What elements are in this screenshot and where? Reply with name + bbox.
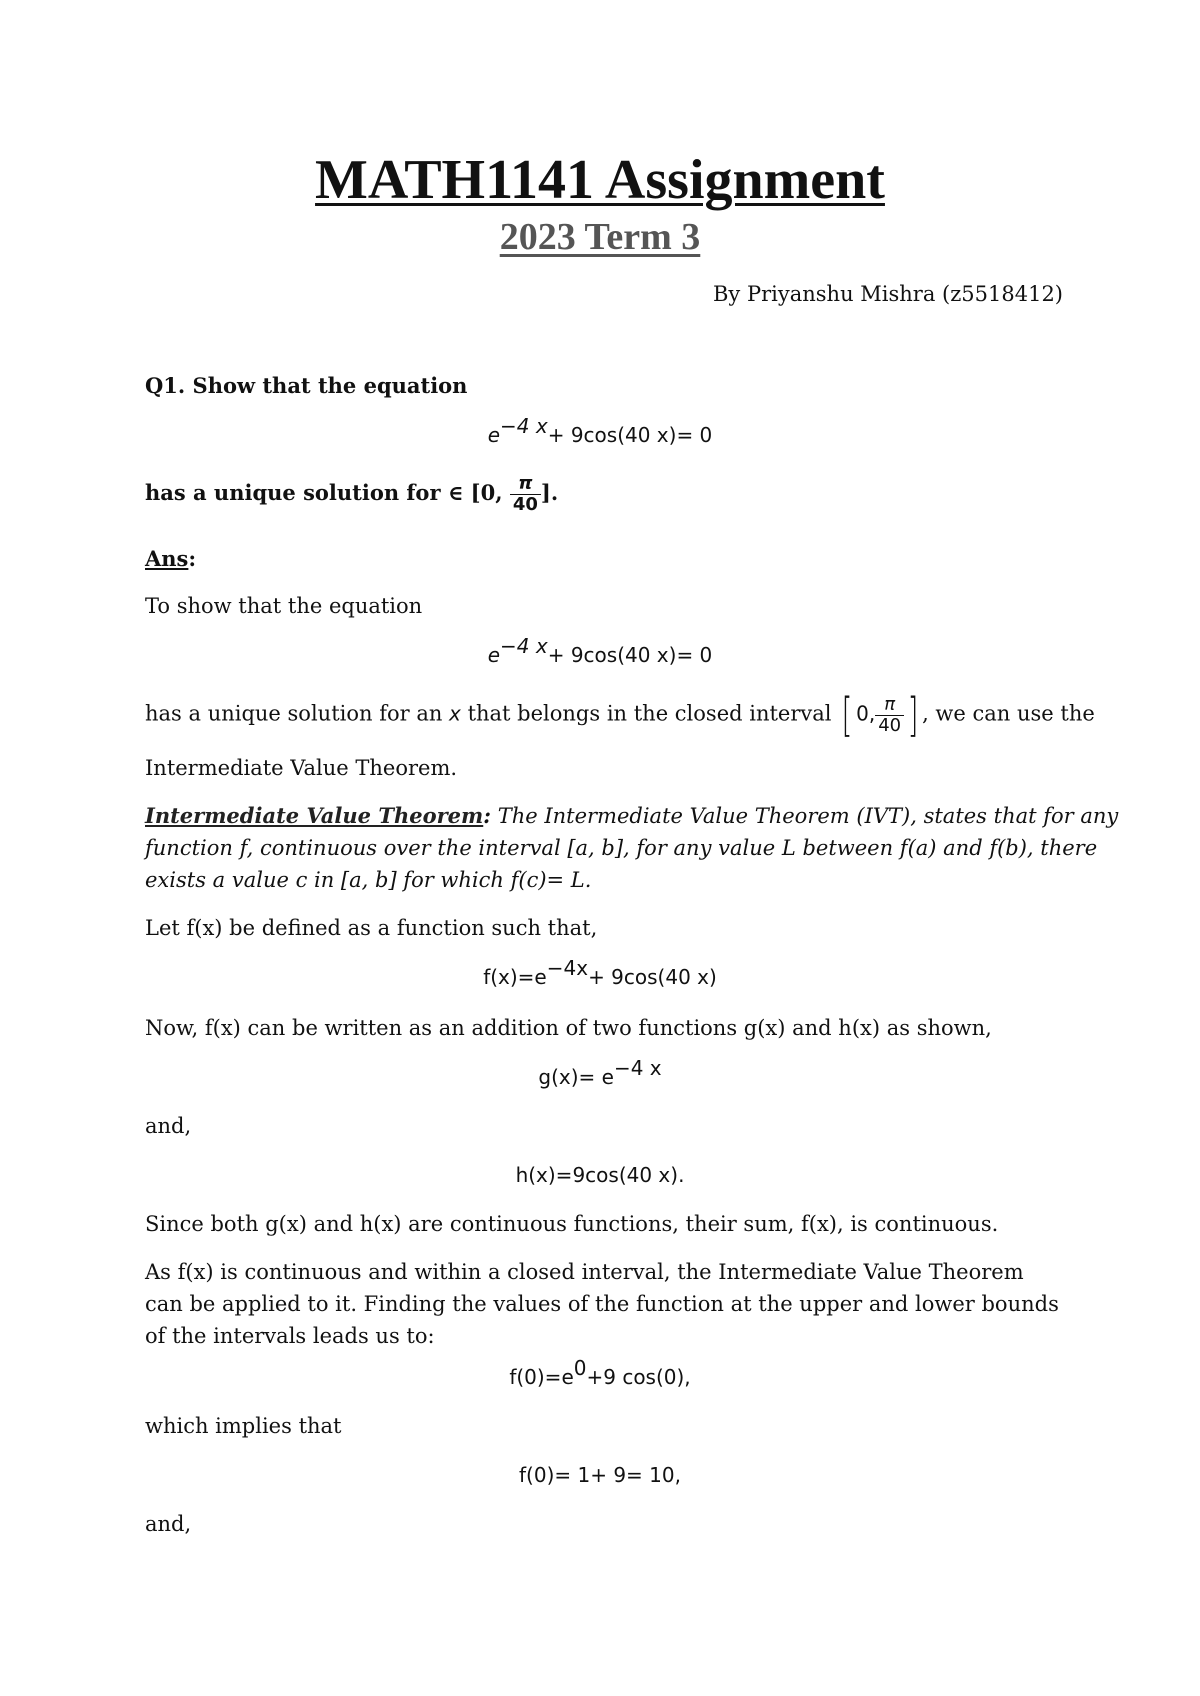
f0-definition: $f(0)=e^0+9$ cos(0), bbox=[509, 1356, 691, 1389]
author-line: By Priyanshu Mishra (z5518412) bbox=[713, 282, 1063, 306]
g-definition: $g(x)= e^{-4 x}$ bbox=[538, 1056, 662, 1089]
right-bracket: ] bbox=[907, 688, 919, 742]
answer-equation: $e^{-4 x}+ 9\cos(40$ x)= 0 bbox=[487, 634, 713, 667]
ivt-line: Intermediate Value Theorem. bbox=[145, 756, 458, 780]
h-definition: h(x)=9cos(40 x). bbox=[515, 1163, 685, 1187]
since-line: Since both g(x) and h(x) are continuous functions, their sum, f(x), is continuous. bbox=[145, 1212, 999, 1236]
left-bracket: [ bbox=[841, 688, 853, 742]
let-line: Let f(x) be defined as a function such that, bbox=[145, 916, 598, 940]
answer-intro: To show that the equation bbox=[145, 594, 423, 618]
ivt-application-paragraph: As f(x) is continuous and within a closed interval, the Intermediate Value Theorem can be applied to it. Finding the values of the function at the upper and lower bounds of the intervals leads us to: bbox=[145, 1260, 1059, 1348]
and-line-2: and, bbox=[145, 1512, 192, 1536]
and-line-1: and, bbox=[145, 1114, 192, 1138]
pi-over-40-fraction: $\frac{\pi}{40}$ bbox=[510, 474, 541, 515]
now-line: Now, f(x) can be written as an addition of two functions g(x) and h(x) as shown, bbox=[145, 1016, 992, 1040]
ivt-definition-line2: function f, continuous over the interval [a, b], for any value L between f(a) and f(b), there bbox=[145, 836, 1098, 860]
interval-line: has a unique solution for an x that belongs in the closed interval [ 0, $\frac{\pi}{40}$ ] , we can use the bbox=[145, 688, 1095, 742]
f-definition: $f(x)=e^{-4x}+ 9\cos(40$ x) bbox=[483, 956, 717, 989]
question-equation: $e^{-4 x}+ 9\cos(40$ x)= 0 bbox=[487, 414, 713, 447]
question-label: Q1. Show that the equation bbox=[145, 373, 468, 398]
interval-fraction: $\frac{\pi}{40}$ bbox=[875, 695, 904, 736]
page-subtitle: 2023 Term 3 bbox=[499, 216, 701, 258]
ivt-definition-line1: Intermediate Value Theorem: The Intermediate Value Theorem (IVT), states that for any bbox=[145, 803, 1119, 828]
answer-label: Ans: bbox=[145, 546, 197, 571]
f0-value: f(0)= 1+ 9= 10, bbox=[519, 1463, 681, 1487]
page-title: MATH1141 Assignment bbox=[315, 149, 885, 211]
ivt-definition-line3: exists a value c in [a, b] for which f(c)= L. bbox=[145, 868, 592, 892]
question-unique-line: has a unique solution for ∈ [0, $\frac{\pi}{40}$ ]. bbox=[145, 473, 559, 515]
implies-line: which implies that bbox=[145, 1414, 342, 1438]
